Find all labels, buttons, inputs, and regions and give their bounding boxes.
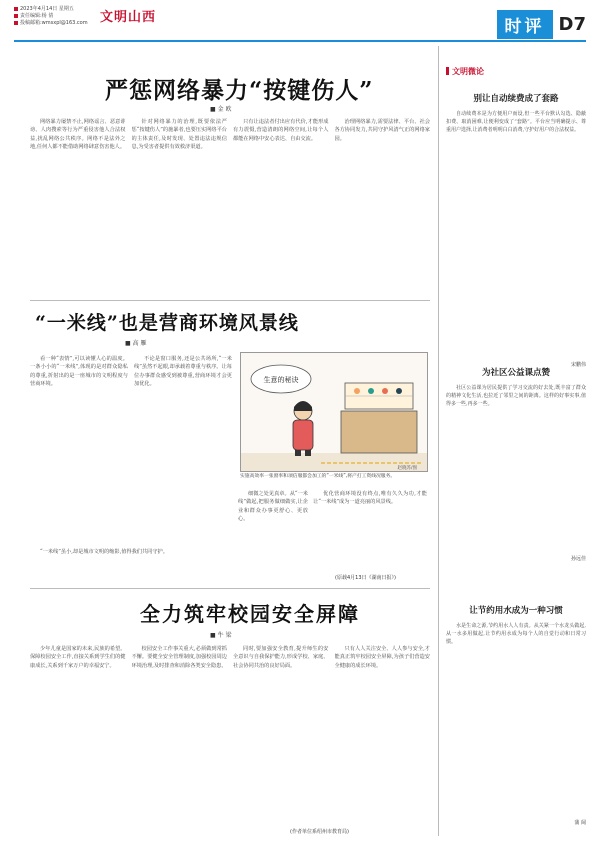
section-header [497, 10, 586, 39]
commentary-author: 蒲 阔 [574, 820, 586, 826]
article1-headline: 严惩网络暴力“按键伤人” [105, 77, 374, 104]
article1-column [132, 118, 228, 294]
cartoon-label: 生意的秘诀 [263, 376, 299, 384]
woman-hair-icon [294, 401, 312, 411]
article3-body [30, 645, 430, 823]
bullet-icon [14, 21, 18, 25]
cartoon-drawing [241, 353, 428, 472]
cartoon-illustration [240, 352, 428, 472]
article3-headline: 全力筑牢校园安全屏障 [140, 602, 360, 626]
article3-paragraph: 同时,要加强安全教育,提升师生的安全意识与自我保护能力,形成学校、家庭、社会协同共治的良好局面。 [233, 646, 329, 669]
section-divider [30, 300, 430, 301]
woman-body-icon [293, 420, 313, 450]
article2-column [313, 490, 427, 572]
article1-paragraph: 针对网络暴力的治理,既要依法严惩“按键伤人”的施暴者,也要压实网络平台的主体责任,及时发现、处置违法违规信息,为受害者提供有效救济渠道。 [131, 119, 227, 150]
commentary-paragraph: 社区公益课为居民提供了学习交流的好去处,既丰富了群众的精神文化生活,也拉近了邻里之间的距离。这样的好事实事,值得多一些,再多一些。 [446, 385, 586, 407]
article1-paragraph: 只有让违法者付出应有代价,才能形成有力震慑,营造清朗的网络空间,让每个人都能在网络中安心表达、自由交流。 [233, 119, 329, 142]
article3-column [30, 645, 126, 823]
email-line: 投稿邮箱:wmsxpl@163.com [20, 20, 88, 26]
commentary-item [446, 604, 586, 826]
article1-column [30, 118, 126, 294]
article1-body [30, 118, 430, 294]
commentary-paragraph: 自动续费本是为方便用户而设,但一些平台默认勾选、隐蔽扣费、取消困难,让便利变成了“套路”。平台应当明确提示、尊重用户选择,让消费者明明白白消费,守护好用户的合法权益。 [446, 111, 586, 133]
section-divider [30, 588, 430, 589]
article1-byline: ■ 金 欧 [210, 106, 232, 113]
article2-column [30, 355, 128, 545]
commentary-author: 孙远佳 [570, 556, 586, 562]
article2-column [238, 490, 308, 572]
article2-paragraph: 看一种“表情”,可以读懂人心的温度。一条小小的“一米线”,体现的是对群众隐私的尊重,折射出的是一座城市的文明程度与营商环境。 [30, 356, 128, 387]
article1-paragraph: 治理网络暴力,需要法律、平台、社会各方协同发力,共同守护风清气正的网络家园。 [334, 119, 430, 142]
shop-counter-icon [341, 411, 417, 453]
bullet-icon [14, 14, 18, 18]
date-line: 2023年4月14日 星期五 [20, 6, 74, 12]
article3-paragraph: 校园安全工作事关重大,必须做到常抓不懈。要健全安全管理制度,加强校园周边环境治理,及时排查和消除各类安全隐患。 [131, 646, 227, 669]
commentary-item [446, 366, 586, 562]
article2-paragraph: 优化营商环境没有终点,唯有久久为功,才能让“一米线”成为一道亮丽的风景线。 [313, 491, 427, 506]
masthead-info [14, 6, 88, 27]
newspaper-logo [100, 6, 156, 25]
bullet-icon [14, 7, 18, 11]
article2-tail [30, 548, 230, 572]
section-label: 时评 [497, 10, 553, 39]
article3-source: (作者单位系绍州市教育局) [290, 829, 349, 835]
article3-paragraph: 少年儿童是国家的未来,民族的希望。保障校园安全工作,直接关系到学生们的健康成长,关系到千家万户的幸福安宁。 [30, 646, 126, 669]
commentary-title: 让节约用水成为一种习惯 [469, 606, 563, 616]
article2-paragraph: 不论是窗口服务,还是公共场所,“一米线”虽然不起眼,却承载着尊重与秩序。让每位办事群众感受到被尊重,营商环境才会更加优化。 [134, 356, 232, 387]
goods-icon [382, 388, 388, 394]
page-number: D7 [558, 14, 586, 35]
commentary-body [446, 622, 586, 818]
article2-headline: “一米线”也是营商环境风景线 [35, 312, 299, 334]
logo-text: 文明山西 [100, 10, 157, 25]
commentary-title: 别让自动续费成了套路 [473, 94, 559, 104]
editor-line: 责任编辑:杨 倩 [20, 13, 54, 19]
goods-icon [396, 388, 402, 394]
masthead-rule [14, 40, 586, 42]
column-divider [438, 46, 439, 836]
woman-leg-icon [295, 450, 301, 456]
article2-source: (原载4月13日《湖南日报》) [335, 575, 396, 581]
article3-paragraph: 只有人人关注安全、人人参与安全,才能真正筑牢校园安全屏障,为孩子们营造安全健康的成长环境。 [334, 646, 430, 669]
article3-byline: ■ 牛 梁 [210, 632, 232, 639]
article1-paragraph: 网络暴力屡禁不止,网络谣言、恶意诽谤、人肉搜索等行为严重侵害他人合法权益,扰乱网络公共秩序。网络不是法外之地,任何人都不能借助网络肆意伤害他人。 [30, 119, 126, 150]
article2-paragraph: 细微之处见真章。从“一米线”做起,把服务做细做实,让企业和群众办事更舒心、更放心。 [238, 491, 308, 522]
article2-byline: ■ 高 雁 [125, 340, 147, 347]
article3-column [132, 645, 228, 823]
cartoon-credit: 赵晓苏/图 [397, 466, 417, 471]
article2-column [134, 355, 232, 545]
woman-leg-icon [305, 450, 311, 456]
commentary-paragraph: 水是生命之源,节约用水人人有责。从关紧一个水龙头做起,从一水多用做起,让节约用水成为每个人的自觉行动和日常习惯。 [446, 623, 586, 645]
goods-icon [354, 388, 360, 394]
article1-column [233, 118, 329, 294]
column-tag: 文明微论 [446, 66, 484, 77]
commentary-item [446, 92, 586, 368]
commentary-body [446, 384, 586, 554]
commentary-body [446, 110, 586, 360]
cartoon-caption: 实施高效率一张窗率和项信服都会加工的“一米线”,将产打工资线况服务。 [240, 474, 396, 479]
article3-column [335, 645, 431, 823]
masthead [0, 0, 600, 46]
article3-column [233, 645, 329, 823]
commentary-author: 宋鹏伟 [570, 362, 586, 368]
commentary-title: 为社区公益课点赞 [481, 368, 550, 378]
goods-icon [368, 388, 374, 394]
article2-paragraph: “一米线”虽小,却是城市文明的缩影,值得我们共同守护。 [40, 549, 168, 555]
article1-column [335, 118, 431, 294]
